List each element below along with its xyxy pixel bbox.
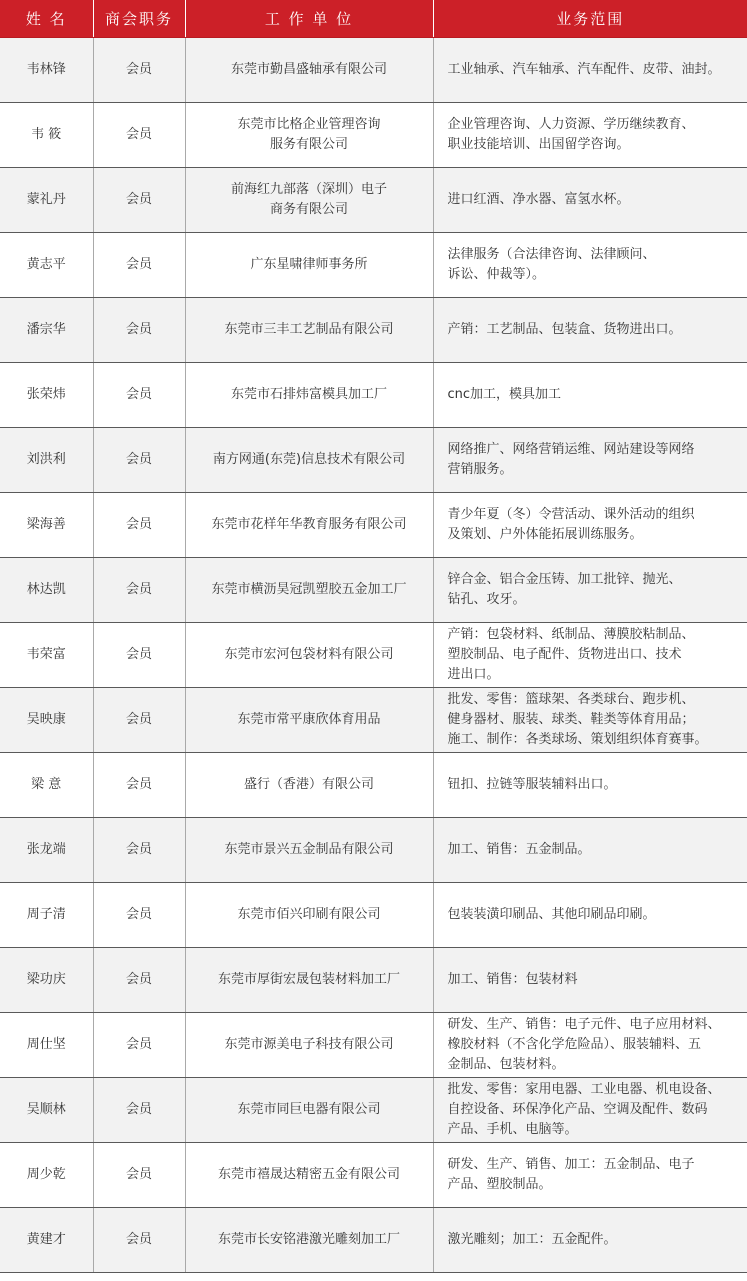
member-name-cell bbox=[0, 623, 93, 688]
member-name-cell bbox=[0, 1143, 93, 1208]
member-scope-cell bbox=[433, 948, 747, 1013]
member-unit-cell bbox=[185, 558, 433, 623]
member-scope-cell-text: cnc加工，模具加工 bbox=[447, 387, 562, 402]
member-scope-cell-text: 产销：工艺制品、包装盒、货物进出口。 bbox=[447, 322, 682, 337]
table-header bbox=[0, 0, 747, 38]
member-name-cell bbox=[0, 493, 93, 558]
table-row bbox=[0, 623, 747, 688]
member-unit-cell-text: 东莞市景兴五金制品有限公司 bbox=[224, 842, 394, 857]
member-unit-cell bbox=[185, 818, 433, 883]
member-scope-cell bbox=[433, 818, 747, 883]
member-name-cell-text: 周仕坚 bbox=[26, 1037, 66, 1052]
member-unit-cell-text: 东莞市三丰工艺制品有限公司 bbox=[224, 322, 394, 337]
header-role: 商会职务 bbox=[93, 0, 185, 38]
member-role-cell-text: 会员 bbox=[125, 517, 152, 532]
member-name-cell bbox=[0, 428, 93, 493]
member-scope-cell bbox=[433, 688, 747, 753]
member-name-cell-text: 黄建才 bbox=[26, 1232, 66, 1247]
member-scope-cell bbox=[433, 883, 747, 948]
member-role-cell-text: 会员 bbox=[125, 452, 152, 467]
member-scope-cell-text: 产销：包袋材料、纸制品、薄膜胶粘制品、 塑胶制品、电子配件、货物进出口、技术 进出口。 bbox=[447, 627, 695, 682]
member-role-cell-text: 会员 bbox=[125, 127, 152, 142]
member-unit-cell bbox=[185, 883, 433, 948]
member-scope-cell bbox=[433, 753, 747, 818]
member-role-cell bbox=[93, 623, 185, 688]
member-role-cell bbox=[93, 818, 185, 883]
member-name-cell bbox=[0, 688, 93, 753]
member-unit-cell-text: 东莞市厚街宏晟包装材料加工厂 bbox=[217, 972, 400, 987]
member-role-cell-text: 会员 bbox=[125, 777, 152, 792]
member-unit-cell bbox=[185, 1143, 433, 1208]
member-role-cell bbox=[93, 1078, 185, 1143]
member-unit-cell bbox=[185, 753, 433, 818]
member-unit-cell-text: 东莞市石排炜富模具加工厂 bbox=[230, 387, 387, 402]
member-unit-cell bbox=[185, 688, 433, 753]
table-row bbox=[0, 233, 747, 298]
member-name-cell bbox=[0, 883, 93, 948]
member-name-cell bbox=[0, 363, 93, 428]
member-role-cell-text: 会员 bbox=[125, 1037, 152, 1052]
member-role-cell bbox=[93, 753, 185, 818]
header-name: 姓 名 bbox=[0, 0, 93, 38]
table-row bbox=[0, 948, 747, 1013]
member-name-cell-text: 吴顺林 bbox=[26, 1102, 66, 1117]
member-name-cell-text: 林达凯 bbox=[26, 582, 66, 597]
member-unit-cell bbox=[185, 1013, 433, 1078]
table-body bbox=[0, 38, 747, 1273]
member-unit-cell-text: 东莞市横沥昊冠凯塑胶五金加工厂 bbox=[211, 582, 407, 597]
member-unit-cell bbox=[185, 233, 433, 298]
member-unit-cell-text: 前海红九部落（深圳）电子 商务有限公司 bbox=[230, 182, 387, 217]
member-role-cell bbox=[93, 688, 185, 753]
member-role-cell bbox=[93, 493, 185, 558]
member-role-cell-text: 会员 bbox=[125, 62, 152, 77]
member-unit-cell bbox=[185, 298, 433, 363]
member-unit-cell-text: 广东星啸律师事务所 bbox=[250, 257, 368, 272]
member-name-cell bbox=[0, 1013, 93, 1078]
member-scope-cell-text: 加工、销售：五金制品。 bbox=[447, 842, 591, 857]
member-role-cell-text: 会员 bbox=[125, 582, 152, 597]
member-name-cell-text: 黄志平 bbox=[26, 257, 66, 272]
member-scope-cell-text: 加工、销售：包装材料 bbox=[447, 972, 578, 987]
member-name-cell bbox=[0, 753, 93, 818]
table-row bbox=[0, 103, 747, 168]
table-row bbox=[0, 38, 747, 103]
table-row bbox=[0, 493, 747, 558]
member-role-cell-text: 会员 bbox=[125, 387, 152, 402]
member-name-cell bbox=[0, 103, 93, 168]
member-name-cell-text: 张荣炜 bbox=[26, 387, 66, 402]
member-role-cell bbox=[93, 558, 185, 623]
member-name-cell-text: 刘洪利 bbox=[26, 452, 66, 467]
member-name-cell-text: 吴映康 bbox=[26, 712, 66, 727]
member-unit-cell-text: 东莞市同巨电器有限公司 bbox=[237, 1102, 381, 1117]
table-row bbox=[0, 1078, 747, 1143]
member-role-cell-text: 会员 bbox=[125, 907, 152, 922]
member-unit-cell bbox=[185, 1078, 433, 1143]
member-role-cell bbox=[93, 298, 185, 363]
member-role-cell bbox=[93, 363, 185, 428]
member-scope-cell bbox=[433, 1078, 747, 1143]
member-role-cell-text: 会员 bbox=[125, 1167, 152, 1182]
member-scope-cell-text: 网络推广、网络营销运维、网站建设等网络 营销服务。 bbox=[447, 442, 695, 477]
member-name-cell-text: 周子清 bbox=[26, 907, 66, 922]
member-unit-cell-text: 东莞市常平康欣体育用品 bbox=[237, 712, 381, 727]
member-role-cell-text: 会员 bbox=[125, 257, 152, 272]
member-unit-cell-text: 东莞市禧晟达精密五金有限公司 bbox=[217, 1167, 400, 1182]
member-name-cell-text: 韦 筱 bbox=[31, 127, 62, 142]
member-scope-cell bbox=[433, 623, 747, 688]
member-name-cell bbox=[0, 818, 93, 883]
member-scope-cell bbox=[433, 103, 747, 168]
member-scope-cell bbox=[433, 558, 747, 623]
member-scope-cell bbox=[433, 493, 747, 558]
table-row bbox=[0, 558, 747, 623]
member-unit-cell bbox=[185, 38, 433, 103]
member-scope-cell-text: 研发、生产、销售、加工：五金制品、电子 产品、塑胶制品。 bbox=[447, 1157, 695, 1192]
table-row bbox=[0, 753, 747, 818]
table-row bbox=[0, 298, 747, 363]
member-role-cell bbox=[93, 38, 185, 103]
member-role-cell-text: 会员 bbox=[125, 192, 152, 207]
member-scope-cell bbox=[433, 233, 747, 298]
member-name-cell-text: 韦荣富 bbox=[26, 647, 66, 662]
member-role-cell bbox=[93, 1013, 185, 1078]
member-unit-cell-text: 东莞市勤昌盛轴承有限公司 bbox=[230, 62, 387, 77]
member-scope-cell bbox=[433, 428, 747, 493]
table-row bbox=[0, 883, 747, 948]
table-row bbox=[0, 428, 747, 493]
member-unit-cell-text: 东莞市宏河包袋材料有限公司 bbox=[224, 647, 394, 662]
member-role-cell-text: 会员 bbox=[125, 1102, 152, 1117]
member-unit-cell-text: 盛行（香港）有限公司 bbox=[243, 777, 374, 792]
member-name-cell-text: 梁海善 bbox=[26, 517, 66, 532]
member-scope-cell bbox=[433, 1208, 747, 1273]
member-role-cell-text: 会员 bbox=[125, 322, 152, 337]
member-name-cell-text: 周少乾 bbox=[26, 1167, 66, 1182]
member-name-cell-text: 潘宗华 bbox=[26, 322, 66, 337]
table-row bbox=[0, 1208, 747, 1273]
member-scope-cell bbox=[433, 168, 747, 233]
table-row bbox=[0, 1013, 747, 1078]
member-role-cell-text: 会员 bbox=[125, 1232, 152, 1247]
member-unit-cell bbox=[185, 623, 433, 688]
member-scope-cell-text: 锌合金、铝合金压铸、加工批锌、抛光、 钻孔、攻牙。 bbox=[447, 572, 682, 607]
member-scope-cell-text: 企业管理咨询、人力资源、学历继续教育、 职业技能培训、出国留学咨询。 bbox=[447, 117, 695, 152]
member-role-cell-text: 会员 bbox=[125, 712, 152, 727]
member-unit-cell bbox=[185, 1208, 433, 1273]
member-name-cell-text: 蒙礼丹 bbox=[26, 192, 66, 207]
header-unit: 工 作 单 位 bbox=[185, 0, 433, 38]
member-scope-cell bbox=[433, 298, 747, 363]
member-unit-cell-text: 东莞市佰兴印刷有限公司 bbox=[237, 907, 381, 922]
member-name-cell bbox=[0, 38, 93, 103]
member-scope-cell bbox=[433, 363, 747, 428]
member-role-cell bbox=[93, 883, 185, 948]
member-scope-cell-text: 青少年夏（冬）令营活动、课外活动的组织 及策划、户外体能拓展训练服务。 bbox=[447, 507, 695, 542]
member-scope-cell-text: 批发、零售：家用电器、工业电器、机电设备、 自控设备、环保净化产品、空调及配件、数码 产品、手机、电脑等。 bbox=[447, 1082, 721, 1137]
member-role-cell bbox=[93, 948, 185, 1013]
member-unit-cell-text: 南方网通(东莞)信息技术有限公司 bbox=[212, 452, 406, 467]
table-row bbox=[0, 688, 747, 753]
member-scope-cell-text: 钮扣、拉链等服装辅料出口。 bbox=[447, 777, 617, 792]
member-role-cell bbox=[93, 1208, 185, 1273]
member-unit-cell bbox=[185, 363, 433, 428]
member-name-cell-text: 梁功庆 bbox=[26, 972, 66, 987]
member-unit-cell bbox=[185, 948, 433, 1013]
member-role-cell bbox=[93, 428, 185, 493]
member-name-cell-text: 梁 意 bbox=[31, 777, 62, 792]
member-role-cell-text: 会员 bbox=[125, 647, 152, 662]
member-role-cell bbox=[93, 233, 185, 298]
member-unit-cell-text: 东莞市花样年华教育服务有限公司 bbox=[211, 517, 407, 532]
member-scope-cell bbox=[433, 38, 747, 103]
member-scope-cell-text: 工业轴承、汽车轴承、汽车配件、皮带、油封。 bbox=[447, 62, 721, 77]
table-row bbox=[0, 363, 747, 428]
member-name-cell bbox=[0, 298, 93, 363]
member-scope-cell-text: 批发、零售：篮球架、各类球台、跑步机、 健身器材、服装、球类、鞋类等体育用品； 施工、制作：各类球场、策划组织体育赛事。 bbox=[447, 692, 708, 747]
member-scope-cell-text: 进口红酒、净水器、富氢水杯。 bbox=[447, 192, 630, 207]
member-unit-cell-text: 东莞市长安铭港激光雕刻加工厂 bbox=[217, 1232, 400, 1247]
member-name-cell bbox=[0, 948, 93, 1013]
table-row bbox=[0, 1143, 747, 1208]
member-role-cell-text: 会员 bbox=[125, 972, 152, 987]
member-role-cell-text: 会员 bbox=[125, 842, 152, 857]
member-role-cell bbox=[93, 103, 185, 168]
header-scope: 业务范围 bbox=[433, 0, 747, 38]
member-name-cell bbox=[0, 168, 93, 233]
member-role-cell bbox=[93, 1143, 185, 1208]
table-row bbox=[0, 818, 747, 883]
member-name-cell bbox=[0, 1208, 93, 1273]
member-role-cell bbox=[93, 168, 185, 233]
member-scope-cell-text: 激光雕刻；加工：五金配件。 bbox=[447, 1232, 617, 1247]
member-name-cell bbox=[0, 233, 93, 298]
member-unit-cell bbox=[185, 493, 433, 558]
member-unit-cell-text: 东莞市源美电子科技有限公司 bbox=[224, 1037, 394, 1052]
member-name-cell bbox=[0, 558, 93, 623]
member-scope-cell-text: 包装装潢印刷品、其他印刷品印刷。 bbox=[447, 907, 656, 922]
member-scope-cell-text: 法律服务（合法律咨询、法律顾问、 诉讼、仲裁等）。 bbox=[447, 247, 656, 282]
table-row bbox=[0, 168, 747, 233]
member-name-cell-text: 张龙端 bbox=[26, 842, 66, 857]
member-unit-cell-text: 东莞市比格企业管理咨询 服务有限公司 bbox=[237, 117, 381, 152]
member-scope-cell bbox=[433, 1013, 747, 1078]
member-scope-cell-text: 研发、生产、销售：电子元件、电子应用材料、 橡胶材料（不含化学危险品）、服装辅料、五 金制品、包装材料。 bbox=[447, 1017, 721, 1072]
member-unit-cell bbox=[185, 103, 433, 168]
member-unit-cell bbox=[185, 168, 433, 233]
member-scope-cell bbox=[433, 1143, 747, 1208]
header-row bbox=[0, 0, 747, 38]
member-unit-cell bbox=[185, 428, 433, 493]
member-name-cell-text: 韦林锋 bbox=[26, 62, 66, 77]
member-name-cell bbox=[0, 1078, 93, 1143]
